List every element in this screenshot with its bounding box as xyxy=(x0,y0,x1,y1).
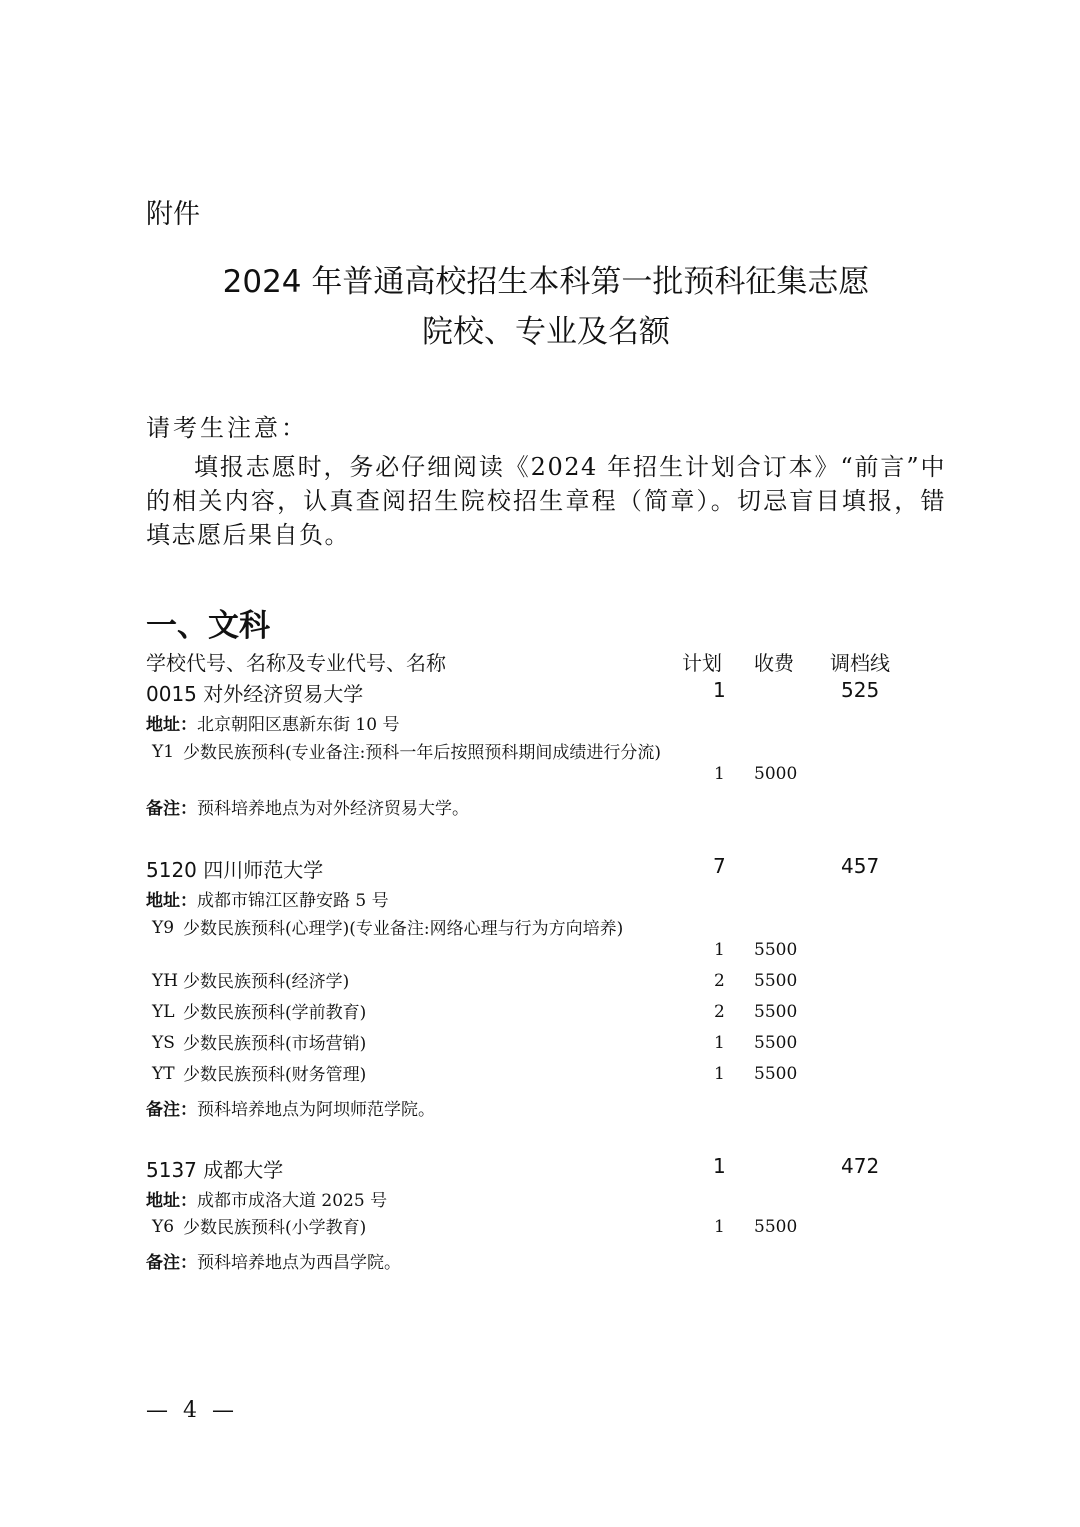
major-code: YS xyxy=(152,1033,175,1053)
section-title: 一、文科 xyxy=(146,608,270,644)
school-plan: 1 xyxy=(713,1154,726,1178)
school-title: 5137 成都大学 xyxy=(146,1158,284,1182)
major-name: 少数民族预科(小学教育) xyxy=(183,1218,367,1238)
major-fee: 5500 xyxy=(754,1064,798,1084)
school-address: 地址：成都市锦江区静安路 5 号 xyxy=(146,891,389,911)
school-address: 地址：成都市成洛大道 2025 号 xyxy=(146,1191,388,1211)
document-title-line1: 2024 年普通高校招生本科第一批预科征集志愿 xyxy=(222,264,870,300)
header-fee-column: 收费 xyxy=(754,651,794,675)
major-fee: 5500 xyxy=(754,971,798,991)
page-number: — 4 — xyxy=(146,1398,238,1423)
major-code: YH xyxy=(152,971,179,991)
major-fee: 5000 xyxy=(754,764,798,784)
major-name: 少数民族预科(市场营销) xyxy=(183,1034,367,1054)
notice-heading: 请考生注意： xyxy=(146,414,308,442)
school-note: 备注：预科培养地点为阿坝师范学院。 xyxy=(146,1100,435,1120)
major-fee: 5500 xyxy=(754,1033,798,1053)
school-cutoff: 525 xyxy=(841,678,880,702)
header-plan-column: 计划 xyxy=(682,651,722,675)
major-code: Y1 xyxy=(152,742,175,762)
school-title: 0015 对外经济贸易大学 xyxy=(146,682,364,706)
major-plan: 1 xyxy=(714,940,725,960)
attachment-label: 附件 xyxy=(146,199,200,230)
major-name: 少数民族预科(心理学)(专业备注:网络心理与行为方向培养) xyxy=(183,919,624,939)
major-name: 少数民族预科(财务管理) xyxy=(183,1065,367,1085)
school-title: 5120 四川师范大学 xyxy=(146,858,324,882)
major-fee: 5500 xyxy=(754,1217,798,1237)
major-plan: 1 xyxy=(714,764,725,784)
major-code: Y9 xyxy=(152,918,175,938)
header-name-column: 学校代号、名称及专业代号、名称 xyxy=(146,651,446,675)
school-plan: 7 xyxy=(713,854,726,878)
school-cutoff: 472 xyxy=(841,1154,880,1178)
major-code: YT xyxy=(152,1064,175,1084)
major-name: 少数民族预科(经济学) xyxy=(183,972,350,992)
header-cutoff-column: 调档线 xyxy=(830,651,890,675)
major-fee: 5500 xyxy=(754,1002,798,1022)
major-fee: 5500 xyxy=(754,940,798,960)
school-plan: 1 xyxy=(713,678,726,702)
major-plan: 1 xyxy=(714,1217,725,1237)
major-plan: 1 xyxy=(714,1064,725,1084)
major-plan: 2 xyxy=(714,1002,725,1022)
school-cutoff: 457 xyxy=(841,854,880,878)
school-note: 备注：预科培养地点为西昌学院。 xyxy=(146,1253,401,1273)
major-name: 少数民族预科(专业备注:预科一年后按照预科期间成绩进行分流) xyxy=(183,743,661,763)
document-title-line2: 院校、专业及名额 xyxy=(422,314,670,350)
school-address: 地址：北京朝阳区惠新东街 10 号 xyxy=(146,715,400,735)
major-code: YL xyxy=(152,1002,175,1022)
major-plan: 1 xyxy=(714,1033,725,1053)
notice-body: 填报志愿时，务必仔细阅读《2024 年招生计划合订本》“前言”中的相关内容，认真查阅招生院校招生章程（简章）。切忌盲目填报，错填志愿后果自负。 xyxy=(146,453,946,549)
major-name: 少数民族预科(学前教育) xyxy=(183,1003,367,1023)
major-code: Y6 xyxy=(152,1217,175,1237)
school-note: 备注：预科培养地点为对外经济贸易大学。 xyxy=(146,799,469,819)
major-plan: 2 xyxy=(714,971,725,991)
